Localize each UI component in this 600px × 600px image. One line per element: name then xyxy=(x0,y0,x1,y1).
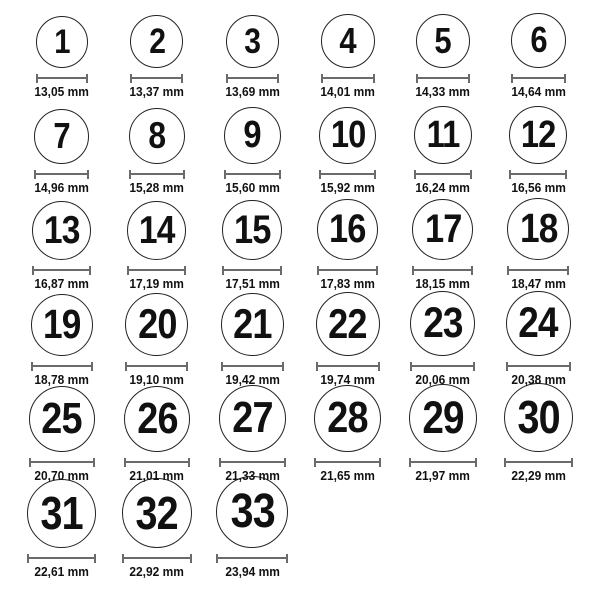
ring-size-number: 7 xyxy=(53,115,70,157)
diameter-label: 14,64 mm xyxy=(511,83,566,99)
ring-circle xyxy=(414,106,472,164)
ring-size-number: 18 xyxy=(519,205,558,252)
diameter-label: 16,24 mm xyxy=(415,179,471,195)
ring-size-number: 28 xyxy=(327,393,368,443)
diameter-label: 18,78 mm xyxy=(34,371,89,387)
ring-size-cell xyxy=(491,196,586,292)
ring-size-cell xyxy=(205,196,300,292)
ring-size-number: 30 xyxy=(517,391,560,444)
ring-size-cell xyxy=(395,292,490,388)
ring-size-number: 1 xyxy=(53,22,70,61)
ring-size-number: 13 xyxy=(43,208,80,252)
ring-size-cell xyxy=(395,196,490,292)
diameter-dimension-line xyxy=(216,554,288,563)
ring-circle xyxy=(507,198,569,260)
ring-size-cell xyxy=(109,196,204,292)
ring-circle xyxy=(314,385,381,452)
ring-size-number: 2 xyxy=(149,21,165,61)
diameter-dimension-line xyxy=(414,170,472,179)
ring-circle xyxy=(122,478,192,548)
diameter-label: 16,56 mm xyxy=(511,179,566,195)
diameter-dimension-line xyxy=(31,362,93,371)
ring-circle xyxy=(224,107,281,164)
ring-size-number: 15 xyxy=(234,207,271,252)
ring-size-number: 32 xyxy=(135,486,179,539)
ring-circle xyxy=(32,201,91,260)
ring-circle xyxy=(511,13,566,68)
diameter-label: 15,28 mm xyxy=(129,179,185,195)
ring-size-number: 9 xyxy=(243,114,261,157)
ring-circle xyxy=(124,386,190,452)
diameter-dimension-line xyxy=(221,362,284,371)
ring-size-cell xyxy=(205,388,300,484)
diameter-dimension-line xyxy=(127,266,186,275)
diameter-label: 19,74 mm xyxy=(320,371,375,387)
ring-circle xyxy=(410,291,475,356)
ring-size-number: 3 xyxy=(244,21,261,61)
ring-circle xyxy=(319,107,376,164)
ring-circle xyxy=(506,291,571,356)
ring-size-number: 16 xyxy=(329,207,366,252)
diameter-dimension-line xyxy=(314,458,381,467)
ring-circle xyxy=(29,386,95,452)
diameter-label: 23,94 mm xyxy=(225,563,280,579)
ring-circle xyxy=(317,199,378,260)
diameter-label: 19,10 mm xyxy=(129,371,185,387)
diameter-dimension-line xyxy=(219,458,286,467)
ring-size-cell xyxy=(395,4,490,100)
ring-circle xyxy=(504,383,573,452)
diameter-dimension-line xyxy=(130,74,183,83)
ring-circle xyxy=(127,201,186,260)
diameter-label: 19,42 mm xyxy=(225,371,280,387)
diameter-dimension-line xyxy=(29,458,95,467)
diameter-label: 17,83 mm xyxy=(320,275,375,291)
ring-size-cell xyxy=(205,484,300,580)
ring-size-number: 4 xyxy=(339,19,356,61)
ring-size-number: 12 xyxy=(521,113,556,156)
diameter-dimension-line xyxy=(316,362,380,371)
ring-size-cell xyxy=(205,100,300,196)
ring-circle xyxy=(416,14,470,68)
ring-size-cell xyxy=(395,100,490,196)
ring-size-number: 6 xyxy=(530,19,547,61)
diameter-label: 13,69 mm xyxy=(225,83,280,99)
ring-size-number: 14 xyxy=(139,208,175,252)
ring-circle xyxy=(27,479,96,548)
diameter-dimension-line xyxy=(321,74,375,83)
ring-size-number: 29 xyxy=(422,392,464,444)
diameter-label: 13,37 mm xyxy=(129,83,185,99)
diameter-label: 17,19 mm xyxy=(129,275,185,291)
diameter-label: 21,65 mm xyxy=(320,467,375,483)
diameter-label: 20,70 mm xyxy=(34,467,89,483)
diameter-label: 16,87 mm xyxy=(34,275,89,291)
ring-size-cell xyxy=(109,100,204,196)
ring-size-cell xyxy=(205,292,300,388)
ring-size-cell xyxy=(300,388,395,484)
diameter-dimension-line xyxy=(317,266,378,275)
diameter-dimension-line xyxy=(511,74,566,83)
ring-size-cell xyxy=(491,388,586,484)
ring-size-cell xyxy=(14,4,109,100)
ring-size-cell xyxy=(109,388,204,484)
ring-size-cell xyxy=(14,100,109,196)
ring-size-number: 10 xyxy=(330,114,365,157)
diameter-dimension-line xyxy=(122,554,192,563)
ring-size-number: 22 xyxy=(328,299,367,347)
diameter-label: 14,96 mm xyxy=(34,179,89,195)
ring-size-cell xyxy=(395,388,490,484)
diameter-dimension-line xyxy=(224,170,281,179)
ring-size-number: 11 xyxy=(426,113,460,156)
ring-size-cell xyxy=(109,4,204,100)
ring-size-cell xyxy=(109,292,204,388)
diameter-label: 14,33 mm xyxy=(415,83,471,99)
ring-size-cell xyxy=(300,4,395,100)
diameter-label: 18,15 mm xyxy=(415,275,471,291)
ring-circle xyxy=(34,109,89,164)
ring-size-number: 21 xyxy=(233,300,272,348)
ring-circle xyxy=(321,14,375,68)
ring-size-cell xyxy=(14,292,109,388)
ring-size-number: 31 xyxy=(40,487,83,540)
ring-circle xyxy=(412,199,473,260)
ring-circle xyxy=(409,384,477,452)
ring-size-number: 19 xyxy=(42,301,81,348)
ring-size-number: 27 xyxy=(232,393,273,443)
ring-circle xyxy=(226,15,279,68)
diameter-label: 20,06 mm xyxy=(415,371,471,387)
ring-size-number: 20 xyxy=(137,300,177,348)
diameter-label: 21,33 mm xyxy=(225,467,280,483)
ring-size-number: 23 xyxy=(423,298,463,347)
ring-circle xyxy=(216,476,288,548)
diameter-label: 13,05 mm xyxy=(34,83,89,99)
ring-size-cell xyxy=(491,4,586,100)
diameter-dimension-line xyxy=(410,362,475,371)
diameter-dimension-line xyxy=(319,170,376,179)
ring-size-cell xyxy=(14,484,109,580)
ring-size-cell xyxy=(300,100,395,196)
ring-circle xyxy=(316,292,380,356)
diameter-dimension-line xyxy=(412,266,473,275)
ring-size-number: 33 xyxy=(230,484,275,538)
diameter-label: 15,92 mm xyxy=(320,179,375,195)
diameter-dimension-line xyxy=(36,74,88,83)
ring-size-cell xyxy=(491,100,586,196)
ring-size-number: 17 xyxy=(424,207,462,252)
diameter-dimension-line xyxy=(409,458,477,467)
ring-size-cell xyxy=(491,292,586,388)
diameter-label: 22,92 mm xyxy=(129,563,185,579)
ring-size-number: 25 xyxy=(41,393,82,443)
diameter-dimension-line xyxy=(129,170,185,179)
ring-size-cell xyxy=(205,4,300,100)
ring-size-number: 5 xyxy=(434,19,452,61)
diameter-label: 20,38 mm xyxy=(511,371,566,387)
ring-size-number: 8 xyxy=(148,115,166,157)
ring-circle xyxy=(509,106,567,164)
diameter-label: 15,60 mm xyxy=(225,179,280,195)
diameter-dimension-line xyxy=(27,554,96,563)
diameter-dimension-line xyxy=(226,74,279,83)
ring-circle xyxy=(36,16,88,68)
diameter-dimension-line xyxy=(416,74,470,83)
ring-circle xyxy=(219,385,286,452)
ring-size-cell xyxy=(109,484,204,580)
ring-size-cell xyxy=(300,196,395,292)
ring-size-cell xyxy=(14,196,109,292)
ring-size-number: 24 xyxy=(518,298,559,347)
diameter-dimension-line xyxy=(507,266,569,275)
diameter-label: 21,01 mm xyxy=(129,467,185,483)
diameter-label: 21,97 mm xyxy=(415,467,471,483)
diameter-label: 22,29 mm xyxy=(511,467,566,483)
diameter-dimension-line xyxy=(124,458,190,467)
ring-size-cell xyxy=(300,292,395,388)
diameter-dimension-line xyxy=(222,266,282,275)
diameter-label: 17,51 mm xyxy=(225,275,280,291)
diameter-label: 22,61 mm xyxy=(34,563,89,579)
diameter-dimension-line xyxy=(125,362,188,371)
diameter-dimension-line xyxy=(32,266,91,275)
ring-size-number: 26 xyxy=(136,393,178,443)
diameter-dimension-line xyxy=(509,170,567,179)
diameter-dimension-line xyxy=(34,170,89,179)
ring-size-cell xyxy=(14,388,109,484)
ring-circle xyxy=(130,15,183,68)
diameter-label: 14,01 mm xyxy=(320,83,375,99)
diameter-dimension-line xyxy=(506,362,571,371)
ring-circle xyxy=(31,294,93,356)
ring-circle xyxy=(222,200,282,260)
ring-circle xyxy=(125,293,188,356)
ring-circle xyxy=(221,293,284,356)
diameter-label: 18,47 mm xyxy=(511,275,566,291)
ring-circle xyxy=(129,108,185,164)
diameter-dimension-line xyxy=(504,458,573,467)
